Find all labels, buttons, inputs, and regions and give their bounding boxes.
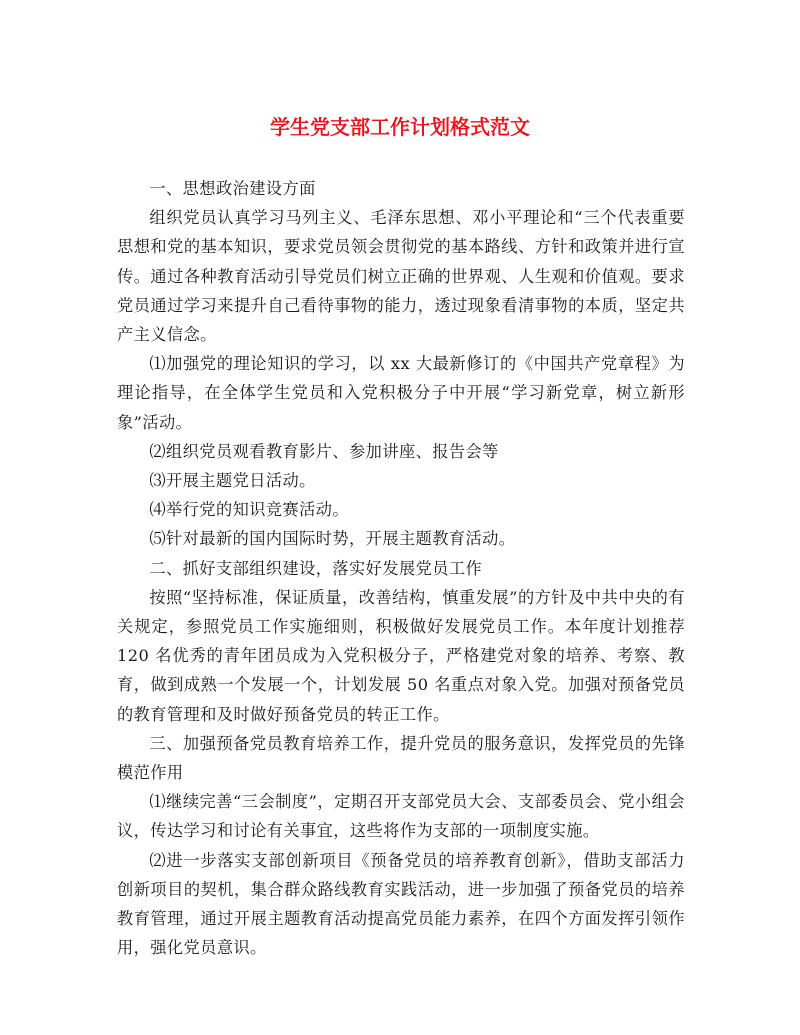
list-item: ⑶开展主题党日活动。 (149, 471, 316, 491)
section-heading-2: 二、抓好支部组织建设，落实好发展党员工作 (149, 558, 483, 578)
body-paragraph: 按照“坚持标准，保证质量，改善结构，慎重发展”的方针及中共中央的有关规定，参照党员工作实施细则，积极做好发展党员工作。本年度计划推荐 120 名优秀的青年团员成为入党积极分子，严格建党对象的培养、考察、教育，做到成熟一个发展一个，计划发展 50 名重点对象入党。加强对预备党员的教育管理和及时做好预备党员的转正工作。 (117, 587, 685, 724)
list-item: ⑵组织党员观看教育影片、参加讲座、报告会等 (149, 441, 499, 461)
list-item: ⑸针对最新的国内国际时势，开展主题教育活动。 (149, 529, 516, 549)
section-heading-1: 一、思想政治建设方面 (149, 179, 316, 198)
body-paragraph: 组织党员认真学习马列主义、毛泽东思想、邓小平理论和“三个代表重要思想和党的基本知识，要求党员领会贯彻党的基本路线、方针和政策并进行宣传。通过各种教育活动引导党员们树立正确的世界观、人生观和价值观。要求党员通过学习来提升自己看待事物的能力，透过现象看清事物的本质，坚定共产主义信念。 (117, 208, 685, 345)
list-item: ⑴加强党的理论知识的学习，以 xx 大最新修订的《中国共产党章程》为理论指导，在全体学生党员和入党积极分子中开展“学习新党章，树立新形象”活动。 (117, 354, 685, 432)
section-heading-3: 三、加强预备党员教育培养工作，提升党员的服务意识，发挥党员的先锋模范作用 (117, 733, 685, 783)
list-item: ⑴继续完善“三会制度”，定期召开支部党员大会、支部委员会、党小组会议，传达学习和讨论有关事宜，这些将作为支部的一项制度实施。 (117, 792, 685, 841)
document-title: 学生党支部工作计划格式范文 (270, 115, 530, 139)
document-body (117, 174, 685, 962)
list-item: ⑵进一步落实支部创新项目《预备党员的培养教育创新》，借助支部活力创新项目的契机，集合群众路线教育实践活动，进一步加强了预备党员的培养教育管理，通过开展主题教育活动提高党员能力素养，在四个方面发挥引领作用，强化党员意识。 (117, 850, 685, 958)
list-item: ⑷举行党的知识竞赛活动。 (149, 500, 350, 520)
